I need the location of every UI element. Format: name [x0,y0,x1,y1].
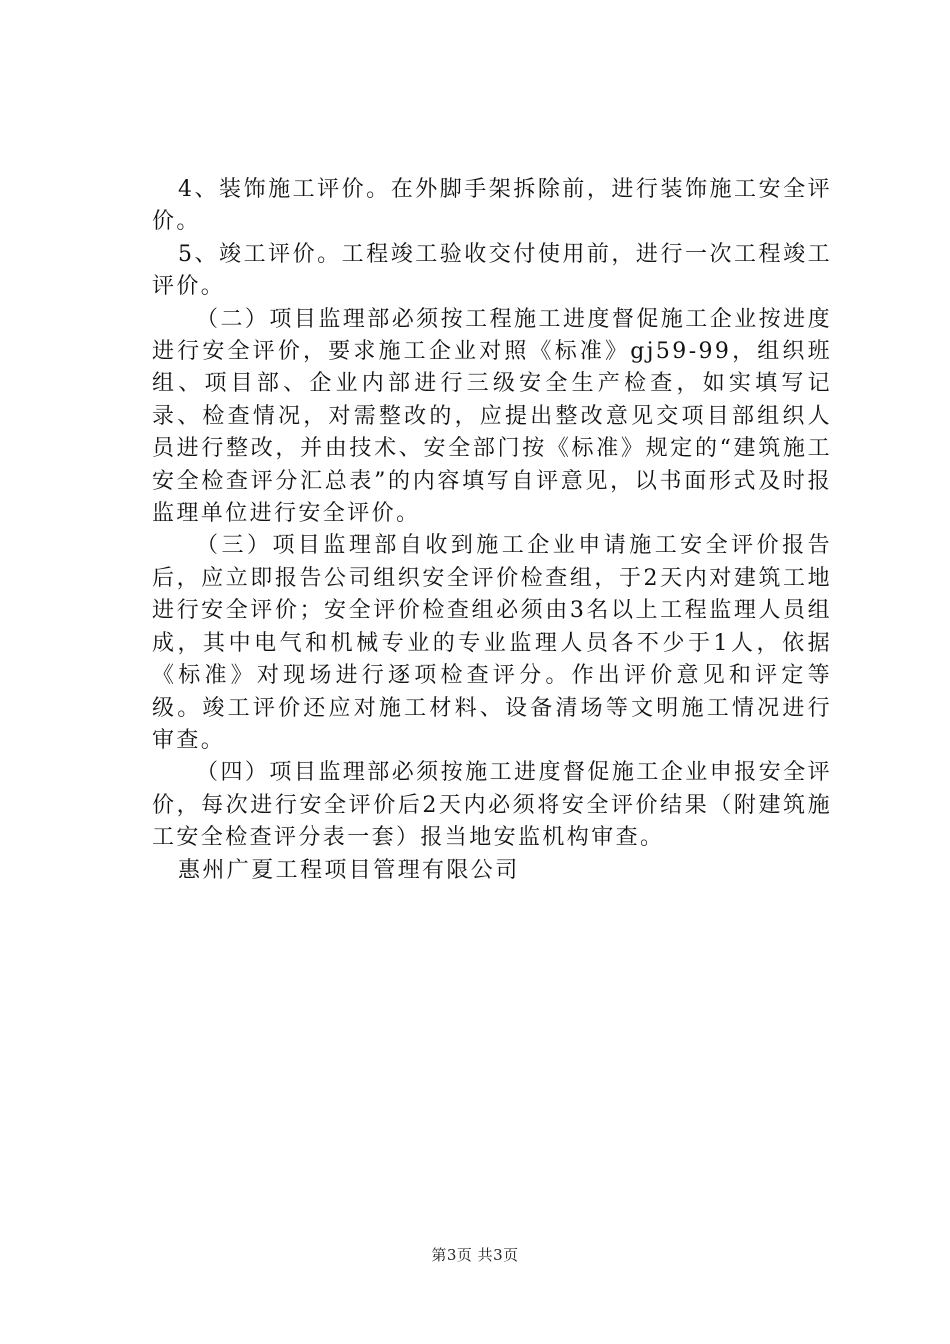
page-footer: 第3页 共3页 [431,1246,519,1264]
paragraph-section-two: （二）项目监理部必须按工程施工进度督促施工企业按进度进行安全评价，要求施工企业对照《标准》gj59-99，组织班组、项目部、企业内部进行三级安全生产检查，如实填写记录、检查情况，对需整改的，应提出整改意见交项目部组织人员进行整改，并由技术、安全部门按《标准》规定的“建筑施工安全检查评分汇总表”的内容填写自评意见，以书面形式及时报监理单位进行安全评价。 [152,306,832,527]
document-body [152,174,832,887]
paragraph-section-four: （四）项目监理部必须按施工进度督促施工企业申报安全评价，每次进行安全评价后2天内必须将安全评价结果（附建筑施工安全检查评分表一套）报当地安监机构审查。 [152,760,832,851]
paragraph-decoration-evaluation: 4、装饰施工评价。在外脚手架拆除前，进行装饰施工安全评价。 [152,177,832,235]
paragraph-completion-evaluation: 5、竣工评价。工程竣工验收交付使用前，进行一次工程竣工评价。 [152,241,832,300]
company-signature: 惠州广夏工程项目管理有限公司 [178,857,520,883]
paragraph-section-three: （三）项目监理部自收到施工企业申请施工安全评价报告后，应立即报告公司组织安全评价检查组，于2天内对建筑工地进行安全评价；安全评价检查组必须由3名以上工程监理人员组成，其中电气和机械专业的专业监理人员各不少于1人，依据《标准》对现场进行逐项检查评分。作出评价意见和评定等级。竣工评价还应对施工材料、设备清场等文明施工情况进行审查。 [152,533,832,753]
